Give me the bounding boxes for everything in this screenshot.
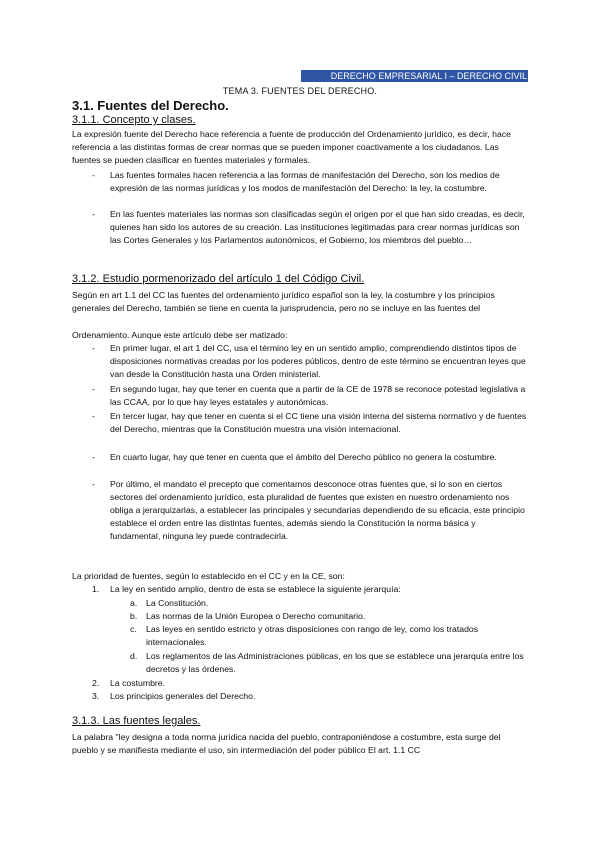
paragraph-concept-intro: La expresión fuente del Derecho hace referencia a fuente de producción del Ordenamiento jurídico, es decir, hace referencia a las distintas formas de crear normas que se pueden imponer coactivamente a los ciudadanos. Las fuentes se pueden clasificar en fuentes materiales y formales.: [72, 129, 511, 165]
list-item-first-point: En primer lugar, el art 1 del CC, usa el término ley en un sentido amplio, comprendiendo distintos tipos de disposiciones normativas creadas por los poderes públicos, dentro de este término se encuentran leyes que van desde la Constitución hasta una Orden ministerial.: [110, 343, 526, 379]
bullet-marker: -: [92, 170, 95, 180]
ordered-item-ley: La ley en sentido amplio, dentro de esta se establece la siguiente jerarquía:: [110, 584, 401, 594]
bullet-marker: -: [92, 384, 95, 394]
list-item-material-sources: En las fuentes materiales las normas son clasificadas según el origen por el que han sido creadas, es decir, quienes han sido los autores de su creación. Las instituciones legitimadas para crear normas jurídicas son las Cortes Generales y los Parlamentos autonómicos, el Gobierno, los miembros del pueblo…: [110, 209, 525, 245]
bullet-marker: -: [92, 411, 95, 421]
topic-title: TEMA 3. FUENTES DEL DERECHO.: [222, 86, 378, 96]
list-item-fourth-point: En cuarto lugar, hay que tener en cuenta que el ámbito del Derecho público no genera la costumbre.: [110, 452, 497, 462]
paragraph-priority-intro: La prioridad de fuentes, según lo establecido en el CC y en la CE, son:: [72, 571, 345, 581]
sub-ordered-marker: b.: [130, 611, 138, 621]
section-heading: 3.1. Fuentes del Derecho.: [72, 98, 229, 113]
list-item-second-point: En segundo lugar, hay que tener en cuenta que a partir de la CE de 1978 se reconoce potestad legislativa a las CCAA, por lo que hay leyes estatales y autonómicas.: [110, 384, 526, 407]
sub-ordered-marker: c.: [130, 624, 137, 634]
ordered-item-principios: Los principios generales del Derecho.: [110, 691, 256, 701]
paragraph-article-1-intro-continued: Ordenamiento. Aunque este artículo debe ser matizado:: [72, 330, 288, 340]
bullet-marker: -: [92, 343, 95, 353]
list-item-formal-sources: Las fuentes formales hacen referencia a las formas de manifestación del Derecho, son los medios de expresión de las normas jurídicas y los modos de manifestación del Derecho: la ley, la costumbre.: [110, 170, 500, 193]
sub-item-normas-ue: Las normas de la Unión Europea o Derecho comunitario.: [146, 611, 366, 621]
sub-item-reglamentos: Los reglamentos de las Administraciones públicas, en los que se establece una jerarquía entre los decretos y las órdenes.: [146, 651, 524, 674]
paragraph-article-1-intro: Según en art 1.1 del CC las fuentes del ordenamiento jurídico español son la ley, la costumbre y los principios generales del Derecho, también se tiene en cuenta la jurisprudencia, pero no se incluye en las fuentes del: [72, 290, 495, 313]
ordered-marker: 2.: [92, 678, 100, 688]
ordered-marker: 1.: [92, 584, 100, 594]
bullet-marker: -: [92, 452, 95, 462]
paragraph-legal-sources-intro: La palabra "ley designa a toda norma jurídica nacida del pueblo, contraponiéndose a costumbre, esta surge del pueblo y se manifiesta mediante el uso, sin intermediación del poder público El art. 1.1 CC: [72, 732, 501, 755]
subsection-heading-legal-sources: 3.1.3. Las fuentes legales.: [72, 715, 201, 727]
bullet-marker: -: [92, 209, 95, 219]
bullet-marker: -: [92, 479, 95, 489]
ordered-item-costumbre: La costumbre.: [110, 678, 166, 688]
list-item-third-point: En tercer lugar, hay que tener en cuenta si el CC tiene una visión interna del sistema normativo y de fuentes del Derecho, mientras que la Constitución muestra una visión internacional.: [110, 411, 527, 434]
list-item-last-point: Por último, el mandato el precepto que comentamos desconoce otras fuentes que, si lo son en ciertos sectores del ordenamiento jurídico, esta pluralidad de fuentes que existen en nuestro ordenamiento nos obliga a jerarquizarlas, a establecer las principales y secundarias dependiendo de su eficacia, este principio establece el orden entre las distintas fuentes, además siendo la Constitución la norma básica y fundamental, ninguna ley puede contradecirla.: [110, 479, 525, 541]
sub-item-leyes: Las leyes en sentido estricto y otras disposiciones con rango de ley, como los tratados internacionales.: [146, 624, 479, 647]
ordered-marker: 3.: [92, 691, 100, 701]
subsection-heading-concept: 3.1.1. Concepto y clases.: [72, 114, 196, 126]
subsection-heading-article-1: 3.1.2. Estudio pormenorizado del artículo 1 del Código Civil.: [72, 273, 365, 285]
sub-item-constitucion: La Constitución.: [146, 598, 209, 608]
sub-ordered-marker: d.: [130, 651, 138, 661]
subject-header-badge: DERECHO EMPRESARIAL I – DERECHO CIVIL: [301, 70, 528, 82]
sub-ordered-marker: a.: [130, 598, 138, 608]
